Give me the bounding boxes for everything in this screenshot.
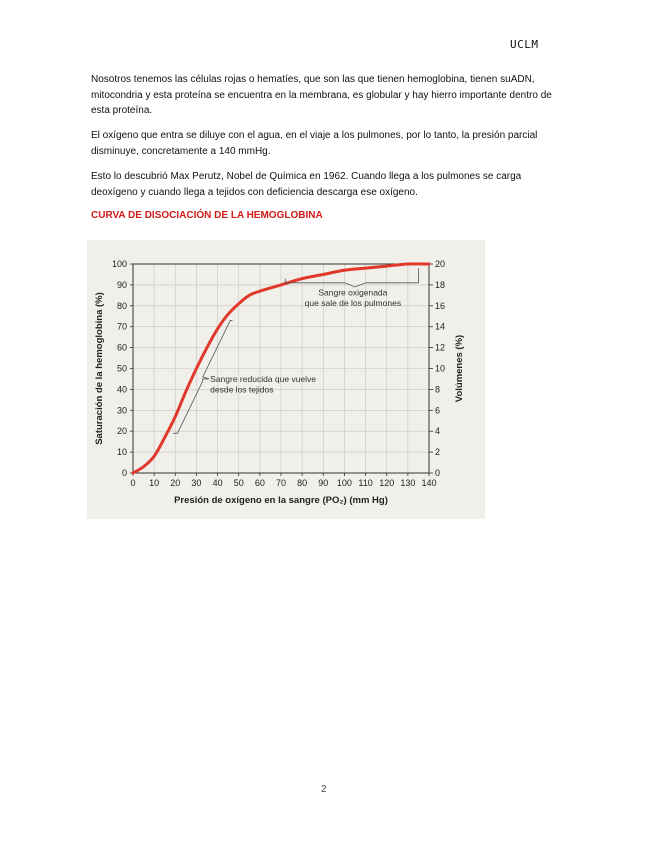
- x-tick-label: 80: [297, 478, 308, 488]
- header-uclm: UCLM: [510, 38, 539, 51]
- x-tick-label: 10: [149, 478, 160, 488]
- y2-tick-label: 20: [435, 259, 446, 269]
- x-tick-label: 40: [212, 478, 223, 488]
- x-tick-label: 60: [254, 478, 265, 488]
- y-tick-label: 80: [116, 300, 127, 311]
- y-tick-label: 60: [116, 342, 127, 353]
- y-axis-label: Saturación de la hemoglobina (%): [94, 292, 105, 445]
- x-tick-label: 130: [400, 478, 416, 488]
- y-tick-label: 50: [116, 363, 127, 374]
- y-tick-label: 70: [116, 321, 127, 332]
- y2-axis-label: Volúmenes (%): [454, 334, 465, 403]
- y2-tick-label: 14: [435, 321, 446, 332]
- x-tick-label: 110: [358, 478, 373, 488]
- y-tick-label: 20: [116, 426, 127, 437]
- y2-tick-label: 2: [435, 447, 441, 458]
- y-tick-label: 100: [111, 259, 127, 269]
- x-tick-label: 0: [130, 478, 136, 488]
- x-tick-label: 100: [336, 478, 352, 488]
- y2-tick-label: 6: [435, 405, 441, 416]
- dissociation-curve-chart: [87, 240, 485, 519]
- y-tick-label: 10: [116, 447, 127, 458]
- y2-tick-label: 12: [435, 342, 446, 353]
- annotation-oxygenated-line2: que sale de los pulmones: [304, 297, 402, 308]
- x-tick-label: 20: [170, 478, 181, 488]
- annotation-oxygenated: Sangre oxigenada: [318, 287, 388, 298]
- y2-tick-label: 4: [435, 426, 441, 437]
- y2-tick-label: 18: [435, 279, 446, 290]
- x-tick-label: 140: [421, 478, 437, 488]
- x-tick-label: 90: [318, 478, 329, 488]
- y2-tick-label: 0: [435, 468, 441, 478]
- y-tick-label: 40: [116, 384, 127, 395]
- dissociation-curve-figure: [87, 240, 485, 519]
- y-tick-label: 0: [121, 468, 127, 478]
- section-title: CURVA DE DISOCIACIÓN DE LA HEMOGLOBINA: [91, 210, 323, 221]
- annotation-reduced: Sangre reducida que vuelve: [210, 374, 317, 385]
- y-tick-label: 90: [116, 279, 127, 290]
- paragraph-hematies: Nosotros tenemos las células rojas o hematíes, que son las que tienen hemoglobina, tienen suADN, mitocondria y esta proteína se encuentra en la membrana, es globular y hay hierro importante dentro de esta proteína.: [91, 74, 552, 116]
- x-tick-label: 30: [191, 478, 202, 488]
- y2-tick-label: 16: [435, 300, 446, 311]
- paragraph-perutz: Esto lo descubrió Max Perutz, Nobel de Química en 1962. Cuando llega a los pulmones se carga deoxígeno y cuando llega a tejidos con deficiencia descarga ese oxígeno.: [91, 171, 522, 198]
- y2-tick-label: 10: [435, 363, 446, 374]
- paragraph-oxigeno: El oxígeno que entra se diluye con el agua, en el viaje a los pulmones, por lo tanto, la presión parcial disminuye, concretamente a 140 mmHg.: [91, 130, 538, 157]
- annotation-reduced-line2: desde los tejidos: [210, 384, 274, 395]
- x-tick-label: 50: [233, 478, 244, 488]
- x-tick-label: 70: [275, 478, 287, 488]
- x-axis-label: Presión de oxígeno en la sangre (PO₂) (mm Hg): [174, 495, 388, 506]
- y2-tick-label: 8: [435, 384, 441, 395]
- annotations: [173, 268, 418, 433]
- y-tick-label: 30: [116, 405, 127, 416]
- page-number: 2: [321, 784, 327, 795]
- x-tick-label: 120: [379, 478, 395, 488]
